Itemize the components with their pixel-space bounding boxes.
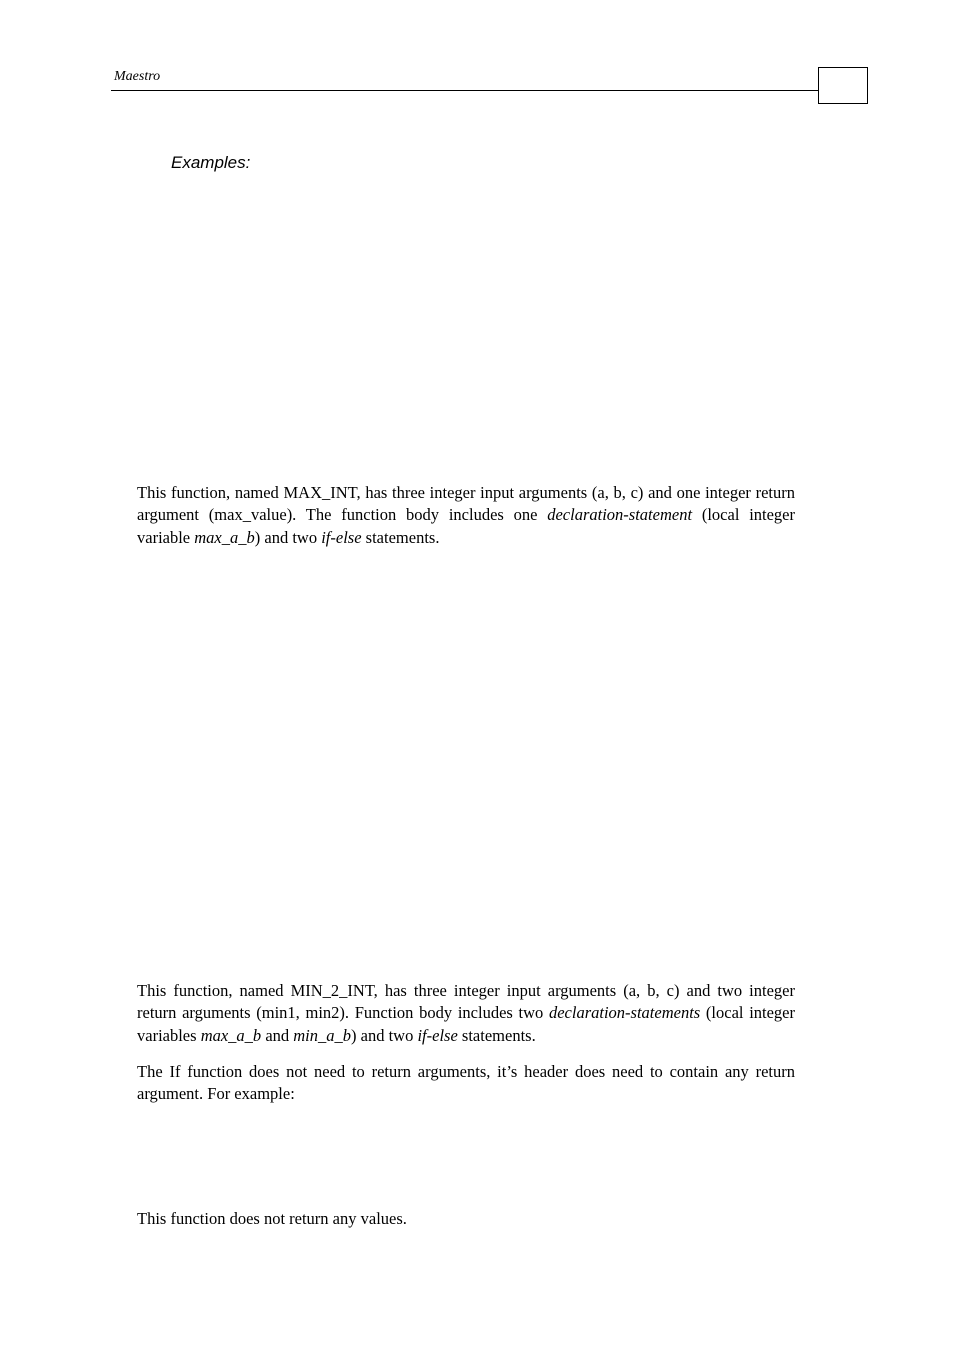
no-return-note: This function does not return any values. — [137, 1209, 407, 1228]
italic-term: declaration-statement — [547, 505, 693, 525]
min-2-int-description — [137, 980, 795, 1047]
italic-term: max_a_b — [194, 527, 255, 547]
text-run: This function, named MIN_2_INT, has three integer input arguments (a, b, c) and two integer return arguments (min1, min2). Function body includes two — [137, 981, 795, 1023]
text-run: (local integer variables — [137, 1003, 796, 1045]
if-function-note: The If function does not need to return arguments, it’s header does need to contain any return argument. For example: — [137, 1062, 795, 1104]
header-rule — [111, 90, 819, 91]
text-run: ) and two — [254, 527, 322, 547]
running-header-title: Maestro — [114, 69, 161, 84]
max-int-description — [137, 482, 795, 549]
text-run: ) and two — [351, 1025, 418, 1045]
italic-term: max_a_b — [200, 1025, 262, 1045]
text-run: and — [261, 1025, 294, 1045]
page-number-box — [818, 67, 868, 104]
examples-heading: Examples: — [171, 153, 251, 172]
italic-term: declaration-statements — [548, 1003, 701, 1023]
italic-term: if-else — [321, 527, 362, 547]
italic-term: if-else — [417, 1025, 458, 1045]
text-run: This function, named MAX_INT, has three integer input arguments (a, b, c) and one integer return argument (max_value). The function body includes one — [137, 483, 795, 525]
italic-term: min_a_b — [293, 1025, 352, 1045]
text-run: (local integer variable — [137, 505, 796, 547]
text-run: statements. — [457, 1025, 536, 1045]
text-run: statements. — [361, 527, 440, 547]
